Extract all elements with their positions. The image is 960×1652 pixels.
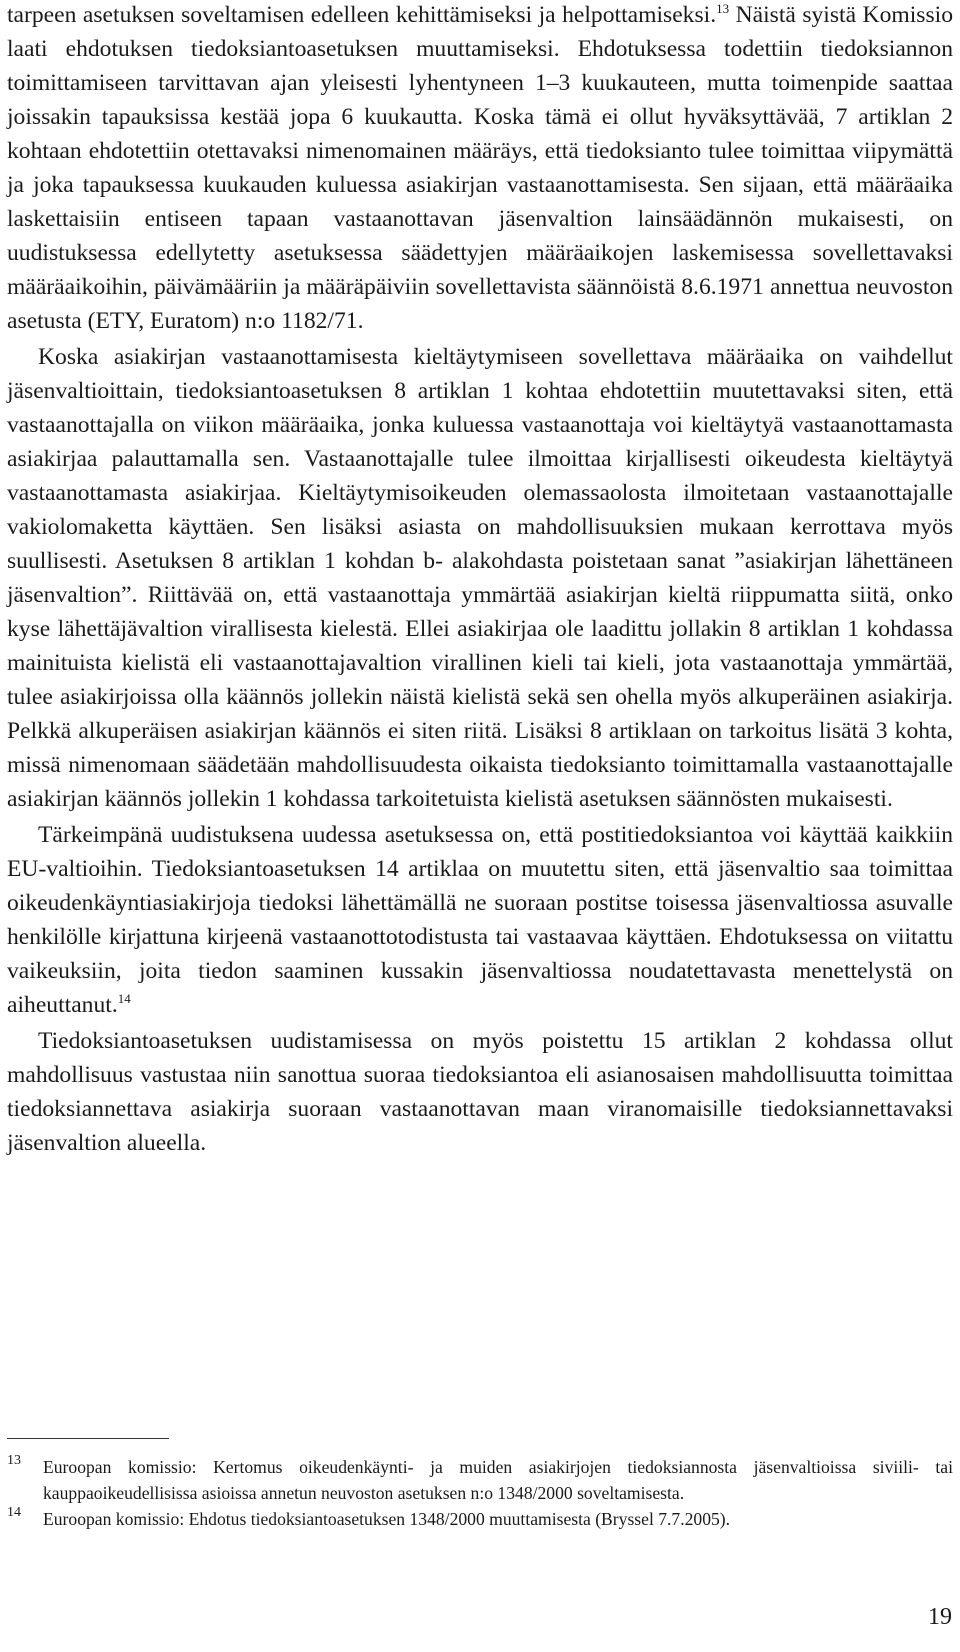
footnote-13 (7, 1454, 953, 1506)
page-number: 19 (928, 1604, 952, 1630)
footnote-text: Euroopan komissio: Kertomus oikeudenkäynti- ja muiden asiakirjojen tiedoksiannosta jäsenvaltioissa siviili- tai kauppaoikeudellisissa asioissa annetun neuvoston asetuksen n:o 1348/2000 soveltamisesta. (43, 1457, 953, 1503)
footnote-number: 14 (7, 1505, 21, 1520)
footnote-text: Euroopan komissio: Ehdotus tiedoksiantoasetuksen 1348/2000 muuttamisesta (Bryssel 7.7.2005). (43, 1509, 731, 1529)
paragraph-3 (7, 818, 953, 1022)
paragraph-3-text: Tärkeimpänä uudistuksena uudessa asetuksessa on, että postitiedoksiantoa voi käyttää kaikkiin EU-valtioihin. Tiedoksiantoasetuksen 14 artiklaa on muutettu siten, että jäsenvaltio saa toimittaa oikeudenkäyntiasiakirjoja tiedoksi lähettämällä ne suoraan postitse toisessa jäsenvaltiossa asuvalle henkilölle kirjattuna kirjeenä vastaanottotodistusta tai vastaavaa käyttäen. Ehdotuksessa on viitattu vaikeuksiin, joita tiedon saaminen kussakin jäsenvaltiossa noudatettavasta menettelystä on aiheuttanut. (7, 822, 953, 1018)
paragraph-4: Tiedoksiantoasetuksen uudistamisessa on myös poistettu 15 artiklan 2 kohdassa ollut mahdollisuus vastustaa niin sanottua suoraa tiedoksiantoa eli asianosaisen mahdollisuutta toimittaa tiedoksiannettava asiakirja suoraan vastaanottavan maan viranomaisille tiedoksiannettavaksi jäsenvaltion alueella. (7, 1028, 953, 1156)
footnote-divider (7, 1438, 169, 1439)
footnote-number: 13 (7, 1453, 21, 1468)
body-text (7, 0, 953, 1160)
footnotes (7, 1454, 953, 1532)
footnote-14 (7, 1506, 953, 1532)
footnote-ref-13: 13 (716, 1, 730, 17)
paragraph-2: Koska asiakirjan vastaanottamisesta kieltäytymiseen sovellettava määräaika on vaihdellut jäsenvaltioittain, tiedoksiantoasetuksen 8 artiklan 1 kohtaa ehdotettiin muutettavaksi siten, että vastaanottajalla on viikon määräaika, jonka kuluessa vastaanottaja voi kieltäytyä vastaanottamasta asiakirjaa palauttamalla sen. Vastaanottajalle tulee ilmoittaa kirjallisesti oikeudesta kieltäytyä vastaanottamasta asiakirjaa. Kieltäytymisoikeuden olemassaolosta ilmoitetaan vastaanottajalle vakiolomaketta käyttäen. Sen lisäksi asiasta on mahdollisuuksien mukaan kerrottava myös suullisesti. Asetuksen 8 artiklan 1 kohdan b- alakohdasta poistetaan sanat ”asiakirjan lähettäneen jäsenvaltion”. Riittävää on, että vastaanottaja ymmärtää asiakirjan kieltä riippumatta siitä, onko kyse lähettäjävaltion virallisesta kielestä. Ellei asiakirjaa ole laadittu jollakin 8 artiklan 1 kohdassa mainituista kielistä eli vastaanottajavaltion virallinen kieli tai kieli, jota vastaanottaja ymmärtää, tulee asiakirjoissa olla käännös jollekin näistä kielistä sekä sen ohella myös alkuperäinen asiakirja. Pelkkä alkuperäisen asiakirjan käännös ei siten riitä. Lisäksi 8 artiklaan on tarkoitus lisätä 3 kohta, missä nimenomaan säädetään mahdollisuudesta oikaista tiedoksianto toimittamalla vastaanottajalle asiakirjan käännös jollekin 1 kohdassa tarkoitetuista kielistä asetuksen säännösten mukaisesti. (7, 344, 953, 812)
paragraph-1-text-b: Näistä syistä Komissio laati ehdotuksen tiedoksiantoasetuksen muuttamiseksi. Ehdotuksessa todettiin tiedoksiannon toimittamiseen tarvittavan ajan yleisesti lyhentyneen 1–3 kuukauteen, mutta toimenpide saattaa joissakin tapauksissa kestää jopa 6 kuukautta. Koska tämä ei ollut hyväksyttävää, 7 artiklan 2 kohtaan ehdotettiin otettavaksi nimenomainen määräys, että tiedoksianto tulee toimittaa viipymättä ja joka tapauksessa kuukauden kuluessa asiakirjan vastaanottamisesta. Sen sijaan, että määräaika laskettaisiin entiseen tapaan vastaanottavan jäsenvaltion lainsäädännön mukaisesti, on uudistuksessa edellytetty asetuksessa säädettyjen määräaikojen laskemisessa sovellettavaksi määräaikoihin, päivämääriin ja määräpäiviin sovellettavista säännöistä 8.6.1971 annettua neuvoston asetusta (ETY, Euratom) n:o 1182/71. (7, 2, 953, 334)
paragraph-1-text-a: tarpeen asetuksen soveltamisen edelleen kehittämiseksi ja helpottamiseksi. (7, 2, 717, 28)
paragraph-1 (7, 0, 953, 338)
footnote-ref-14: 14 (117, 991, 131, 1007)
